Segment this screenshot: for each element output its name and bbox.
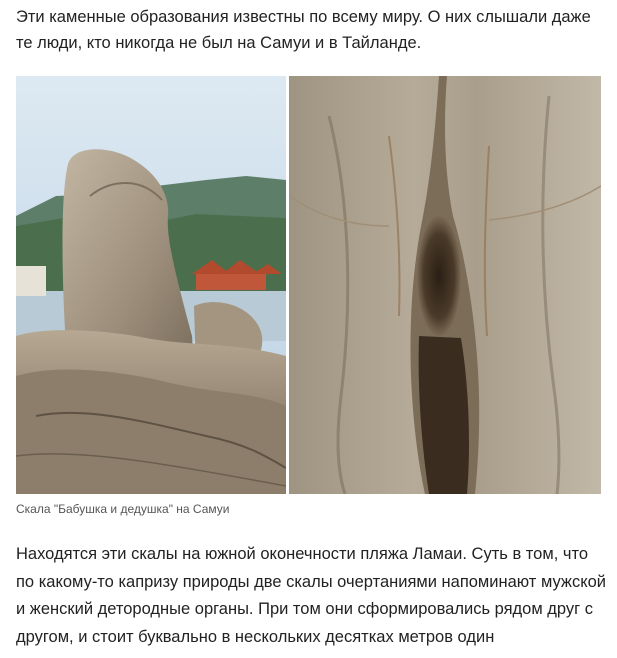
body-paragraph: Находятся эти скалы на южной оконечности пляжа Ламаи. Суть в том, что по какому-то капризу природы две скалы очертаниями напоминают мужской и женский детородные органы. При том они сформировались рядом друг с другом, и стоит буквально в нескольких десятках метров один (16, 545, 606, 646)
grandmother-rock-photo (289, 76, 601, 494)
figure-caption: Скала "Бабушка и дедушка" на Самуи (16, 502, 230, 516)
grandmother-rock-image (289, 76, 601, 494)
grandfather-rock-image (16, 76, 286, 494)
intro-paragraph: Эти каменные образования известны по всему миру. О них слышали даже те люди, кто никогда не был на Самуи и в Тайланде. (16, 8, 591, 52)
grandfather-rock-photo (16, 76, 286, 494)
article-figure (16, 76, 601, 494)
